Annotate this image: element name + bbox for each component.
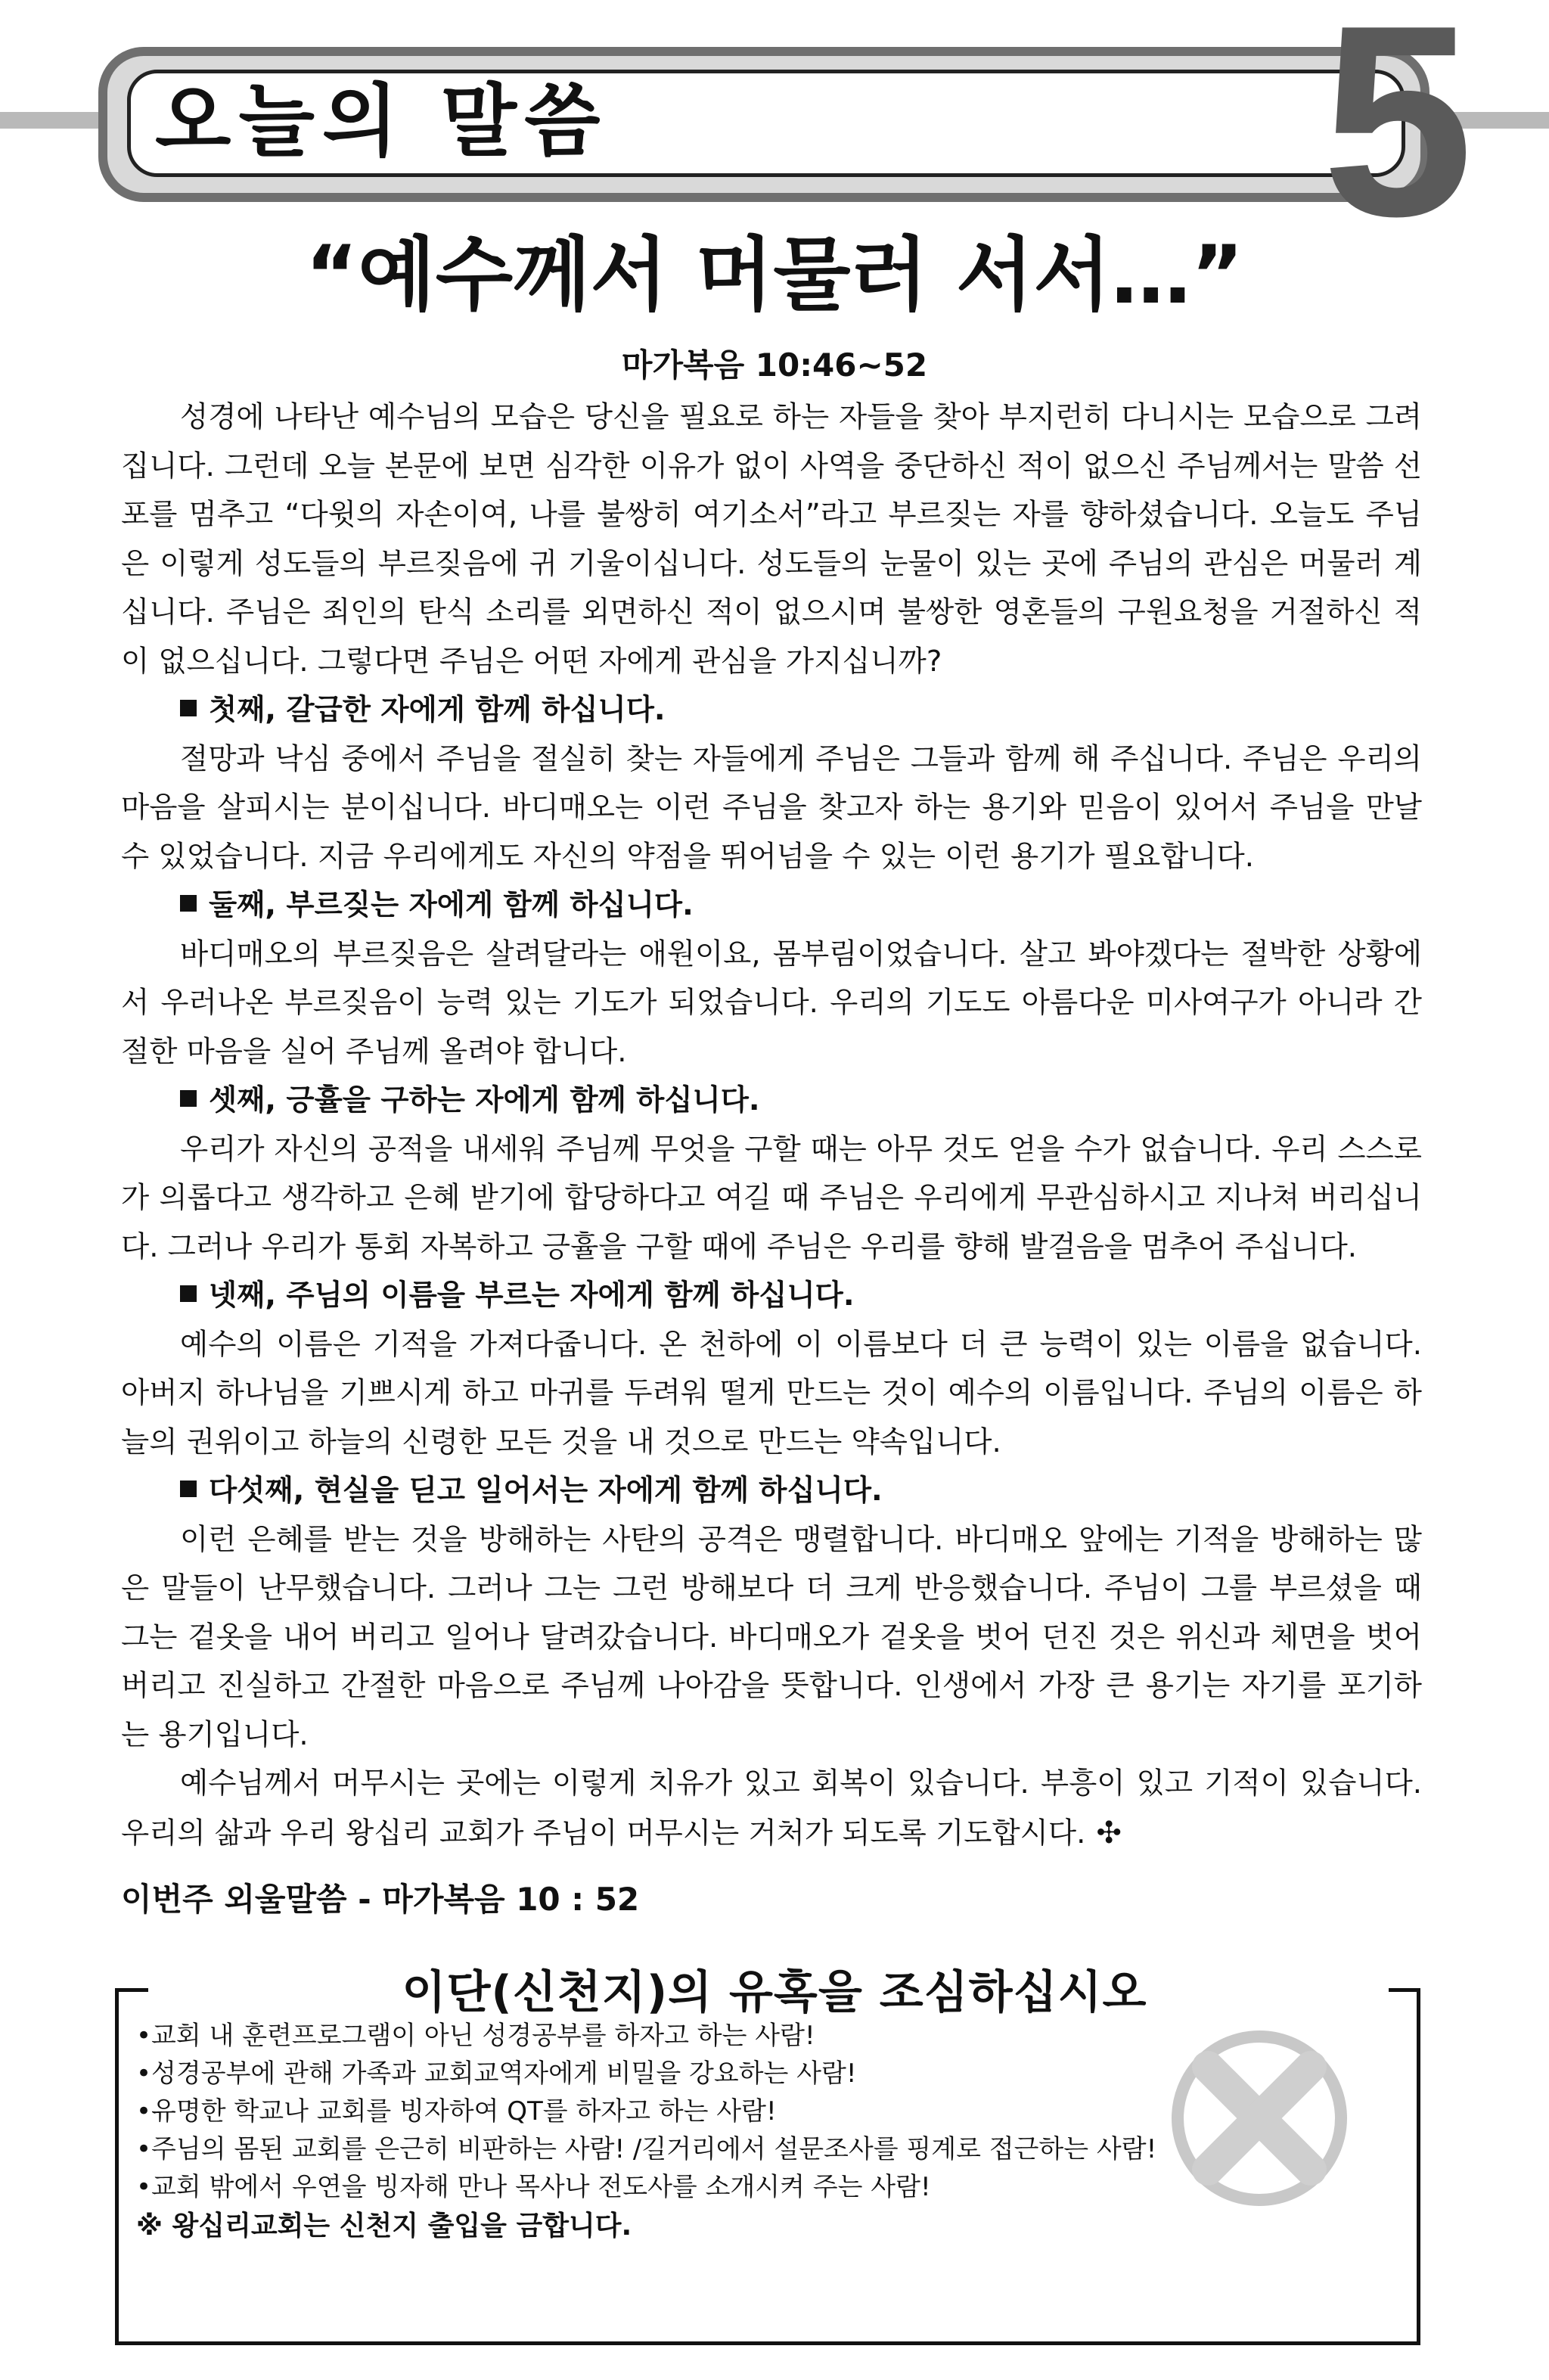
warning-item: •교회 밖에서 우연을 빙자해 만나 목사나 전도사를 소개시켜 주는 사람! bbox=[136, 2172, 931, 2202]
point-paragraph: 절망과 낙심 중에서 주님을 절실히 찾는 자들에게 주님은 그들과 함께 해 주십니다. 주님은 우리의 마음을 살피시는 분이십니다. 바디매오는 이런 주님을 찾고자 하는 용기와 믿음이 있어서 주님을 만날 수 있었습니다. 지금 우리에게도 자신의 약점을 뛰어넘을 수 있는 이런 용기가 필요합니다. bbox=[121, 741, 1422, 874]
point-heading: 첫째, 갈급한 자에게 함께 하십니다. bbox=[121, 686, 1422, 735]
point-paragraph: 우리가 자신의 공적을 내세워 주님께 무엇을 구할 때는 아무 것도 얻을 수가 없습니다. 우리 스스로가 의롭다고 생각하고 은혜 받기에 합당하다고 여길 때 주님은 우리에게 무관심하시고 지나쳐 버리십니다. 그러나 우리가 통회 자복하고 긍휼을 구할 때에 주님은 우리를 향해 발걸음을 멈추어 주십니다. bbox=[121, 1132, 1422, 1264]
bullet-square-icon bbox=[180, 700, 197, 716]
bullet-square-icon bbox=[180, 1090, 197, 1107]
point-paragraph: 이런 은혜를 받는 것을 방해하는 사탄의 공격은 맹렬합니다. 바디매오 앞에는 기적을 방해하는 많은 말들이 난무했습니다. 그러나 그는 그런 방해보다 더 크게 반응했습니다. 주님이 그를 부르셨을 때 그는 겉옷을 내어 버리고 일어나 달려갔습니다. 바디매오가 겉옷을 벗어 던진 것은 위신과 체면을 벗어버리고 진실하고 간절한 마음으로 주님께 나아감을 뜻합니다. 인생에서 가장 큰 용기는 자기를 포기하는 용기입니다. bbox=[121, 1522, 1422, 1752]
end-mark-icon: ✣ bbox=[1096, 1815, 1122, 1850]
point-heading: 넷째, 주님의 이름을 부르는 자에게 함께 하십니다. bbox=[121, 1272, 1422, 1321]
bullet-square-icon bbox=[180, 895, 197, 912]
warning-note: ※ 왕십리교회는 신천지 출입을 금합니다. bbox=[136, 2211, 632, 2242]
warning-item: •교회 내 훈련프로그램이 아닌 성경공부를 하자고 하는 사람! bbox=[136, 2021, 815, 2051]
point-heading: 다섯째, 현실을 딛고 일어서는 자에게 함께 하십니다. bbox=[121, 1467, 1422, 1516]
intro-paragraph: 성경에 나타난 예수님의 모습은 당신을 필요로 하는 자들을 찾아 부지런히 다니시는 모습으로 그려집니다. 그런데 오늘 본문에 보면 심각한 이유가 없이 사역을 중단하신 적이 없으신 주님께서는 말씀 선포를 멈추고 “다윗의 자손이여, 나를 불쌍히 여기소서”라고 부르짖는 자를 향하셨습니다. 오늘도 주님은 이렇게 성도들의 부르짖음에 귀 기울이십니다. 성도들의 눈물이 있는 곳에 주님의 관심은 머물러 계십니다. 주님은 죄인의 탄식 소리를 외면하신 적이 없으시며 불쌍한 영혼들의 구원요청을 거절하신 적이 없으십니다. 그렇다면 주님은 어떤 자에게 관심을 가지십니까? bbox=[121, 400, 1422, 679]
warning-item: •유명한 학교나 교회를 빙자하여 QT를 하자고 하는 사람! bbox=[136, 2096, 777, 2127]
point-heading: 둘째, 부르짖는 자에게 함께 하십니다. bbox=[121, 881, 1422, 931]
closing-paragraph: 예수님께서 머무시는 곳에는 이렇게 치유가 있고 회복이 있습니다. 부흥이 있고 기적이 있습니다. 우리의 삶과 우리 왕십리 교회가 주님이 머무시는 거처가 되도록 기도합시다. ✣ bbox=[121, 1766, 1422, 1850]
warning-list bbox=[136, 2017, 1414, 2206]
point-heading: 셋째, 긍휼을 구하는 자에게 함께 하십니다. bbox=[121, 1077, 1422, 1126]
page-number: 5 bbox=[1321, 0, 1473, 273]
memory-verse: 이번주 외울말씀 - 마가복음 10 : 52 bbox=[121, 1881, 640, 1918]
point-paragraph: 바디매오의 부르짖음은 살려달라는 애원이요, 몸부림이었습니다. 살고 봐야겠다는 절박한 상황에서 우러나온 부르짖음이 능력 있는 기도가 되었습니다. 우리의 기도도 아름다운 미사여구가 아니라 간절한 마음을 실어 주님께 올려야 합니다. bbox=[121, 937, 1422, 1069]
warning-item: •주님의 몸된 교회를 은근히 비판하는 사람! /길거리에서 설문조사를 핑계로 접근하는 사람! bbox=[136, 2134, 1157, 2164]
sermon-body bbox=[121, 393, 1422, 1858]
bullet-square-icon bbox=[180, 1481, 197, 1497]
warning-item: •성경공부에 관해 가족과 교회교역자에게 비밀을 강요하는 사람! bbox=[136, 2058, 857, 2089]
warning-title: 이단(신천지)의 유혹을 조심하십시오 bbox=[402, 1966, 1147, 2019]
scripture-reference: 마가복음 10:46~52 bbox=[621, 346, 928, 384]
point-paragraph: 예수의 이름은 기적을 가져다줍니다. 온 천하에 이 이름보다 더 큰 능력이 있는 이름을 없습니다. 아버지 하나님을 기쁘시게 하고 마귀를 두려워 떨게 만드는 것이 예수의 이름입니다. 주님의 이름은 하늘의 권위이고 하늘의 신령한 모든 것을 내 것으로 만드는 약속입니다. bbox=[121, 1327, 1422, 1459]
sermon-title: “예수께서 머물러 서서…” bbox=[305, 228, 1244, 322]
bullet-square-icon bbox=[180, 1285, 197, 1302]
section-title: 오늘의 말씀 bbox=[155, 75, 608, 167]
